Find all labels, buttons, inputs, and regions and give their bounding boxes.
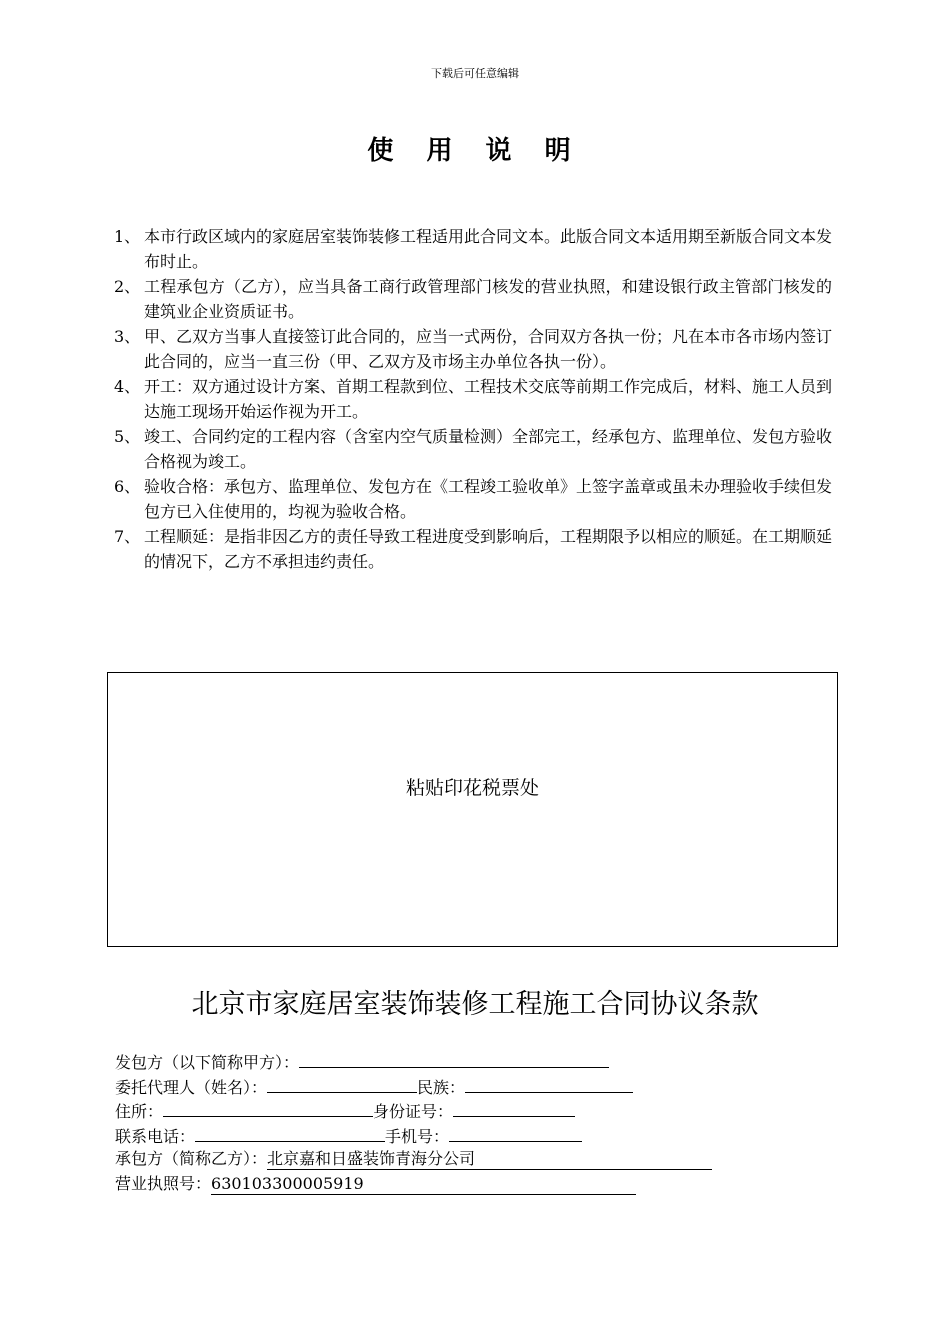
ethnicity-field[interactable] — [465, 1074, 633, 1093]
agent-row — [115, 1074, 712, 1099]
instruction-text: 竣工、合同约定的工程内容（含室内空气质量检测）全部完工，经承包方、监理单位、发包方验收合格视为竣工。 — [144, 427, 833, 471]
instruction-number: 6、 — [114, 477, 141, 496]
instruction-number: 3、 — [114, 327, 141, 346]
agent-label: 委托代理人（姓名）： — [115, 1077, 268, 1097]
employer-field[interactable] — [299, 1049, 609, 1068]
phone-label: 联系电话： — [115, 1126, 196, 1146]
party-info-form — [115, 1049, 712, 1197]
contractor-label: 承包方（简称乙方）： — [115, 1149, 268, 1169]
license-row — [115, 1172, 712, 1197]
instruction-item — [114, 274, 832, 324]
license-field[interactable]: 630103300005919 — [211, 1174, 636, 1195]
instruction-item — [114, 424, 832, 474]
agreement-title: 北京市家庭居室装饰装修工程施工合同协议条款 — [191, 989, 759, 1020]
agent-name-field[interactable] — [267, 1074, 417, 1093]
employer-row — [115, 1049, 712, 1074]
instruction-text: 工程承包方（乙方），应当具备工商行政管理部门核发的营业执照，和建设银行政主管部门核发的建筑业企业资质证书。 — [144, 277, 832, 321]
instruction-text: 开工：双方通过设计方案、首期工程款到位、工程技术交底等前期工作完成后，材料、施工人员到达施工现场开始运作视为开工。 — [144, 377, 833, 421]
instruction-text: 本市行政区域内的家庭居室装饰装修工程适用此合同文本。此版合同文本适用期至新版合同文本发布时止。 — [144, 227, 833, 271]
contractor-field[interactable]: 北京嘉和日盛装饰青海分公司 — [267, 1149, 712, 1170]
instruction-number: 7、 — [114, 527, 141, 546]
instruction-item — [114, 474, 832, 524]
tax-stamp-label: 粘贴印花税票处 — [405, 777, 539, 799]
ethnicity-label: 民族： — [417, 1077, 466, 1097]
instruction-number: 1、 — [114, 227, 141, 246]
address-row — [115, 1098, 712, 1123]
header-note: 下载后可任意编辑 — [431, 67, 519, 80]
address-field[interactable] — [163, 1098, 373, 1117]
instruction-text: 工程顺延：是指非因乙方的责任导致工程进度受到影响后，工程期限予以相应的顺延。在工期顺延的情况下，乙方不承担违约责任。 — [144, 527, 833, 571]
instruction-text: 甲、乙双方当事人直接签订此合同的，应当一式两份，合同双方各执一份；凡在本市各市场内签订此合同的，应当一直三份（甲、乙双方及市场主办单位各执一份）。 — [144, 327, 833, 371]
address-label: 住所： — [115, 1102, 164, 1122]
mobile-label: 手机号： — [385, 1126, 450, 1146]
phone-field[interactable] — [195, 1123, 385, 1142]
phone-row — [115, 1123, 712, 1148]
instruction-number: 4、 — [114, 377, 141, 396]
instruction-text: 验收合格：承包方、监理单位、发包方在《工程竣工验收单》上签字盖章或虽未办理验收手续但发包方已入住使用的，均视为验收合格。 — [144, 477, 833, 521]
instructions-list — [114, 224, 832, 574]
contractor-row — [115, 1147, 712, 1172]
instruction-item — [114, 224, 832, 274]
instruction-number: 5、 — [114, 427, 141, 446]
instruction-number: 2、 — [114, 277, 141, 296]
license-label: 营业执照号： — [115, 1173, 212, 1193]
employer-label: 发包方（以下简称甲方）： — [115, 1053, 300, 1072]
id-number-field[interactable] — [453, 1098, 575, 1117]
instruction-item — [114, 374, 832, 424]
page-title: 使 用 说 明 — [367, 136, 583, 166]
mobile-field[interactable] — [449, 1123, 582, 1142]
id-label: 身份证号： — [373, 1102, 454, 1122]
tax-stamp-box — [107, 672, 838, 947]
instruction-item — [114, 524, 832, 574]
instruction-item — [114, 324, 832, 374]
